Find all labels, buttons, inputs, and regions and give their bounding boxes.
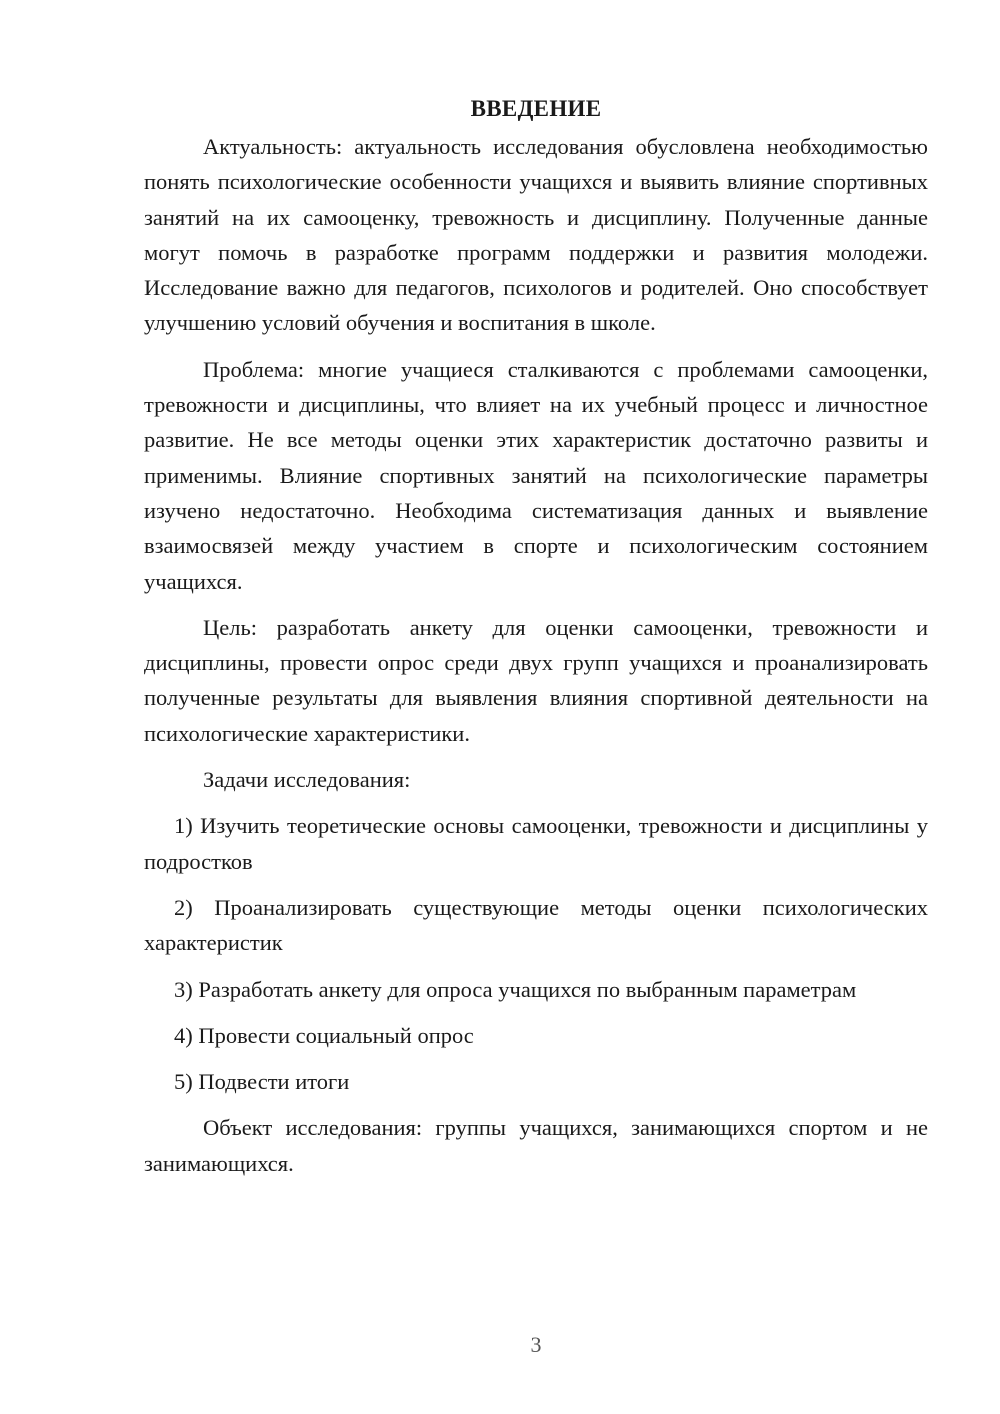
tasks-heading: Задачи исследования:: [203, 767, 411, 793]
section-heading: ВВЕДЕНИЕ: [470, 96, 602, 121]
object-paragraph: Объект исследования: группы учащихся, занимающихся спортом и не занимающихся.: [144, 1115, 928, 1176]
task-item-5: 5) Подвести итоги: [174, 1069, 350, 1095]
relevance-paragraph: Актуальность: актуальность исследования обусловлена необходимостью понять психологические особенности учащихся и выявить влияние спортивных занятий на их самооценку, тревожность и дисциплину. Полученные данные могут помочь в разработке программ поддержки и развития молодежи. Исследование важно для педагогов, психологов и родителей. Оно способствует улучшению условий обучения и воспитания в школе.: [144, 134, 928, 336]
task-item-4: 4) Провести социальный опрос: [174, 1022, 474, 1048]
problem-paragraph: Проблема: многие учащиеся сталкиваются с проблемами самооценки, тревожности и дисциплины, что влияет на их учебный процесс и личностное развитие. Не все методы оценки этих характеристик достаточно развиты и применимы. Влияние спортивных занятий на психологические параметры изучено недостаточно. Необходима систематизация данных и выявление взаимосвязей между участием в спорте и психологическим состоянием учащихся.: [144, 356, 928, 594]
document-page: [144, 92, 928, 1192]
page-number: 3: [530, 1332, 542, 1357]
goal-paragraph: Цель: разработать анкету для оценки самооценки, тревожности и дисциплины, провести опрос среди двух групп учащихся и проанализировать полученные результаты для выявления влияния спортивной деятельности на психологические характеристики.: [144, 614, 928, 746]
task-item-1: 1) Изучить теоретические основы самооценки, тревожности и дисциплины у подростков: [144, 813, 928, 874]
task-item-3: 3) Разработать анкету для опроса учащихся по выбранным параметрам: [174, 976, 857, 1002]
task-item-2: 2) Проанализировать существующие методы оценки психологических характеристик: [144, 894, 928, 956]
